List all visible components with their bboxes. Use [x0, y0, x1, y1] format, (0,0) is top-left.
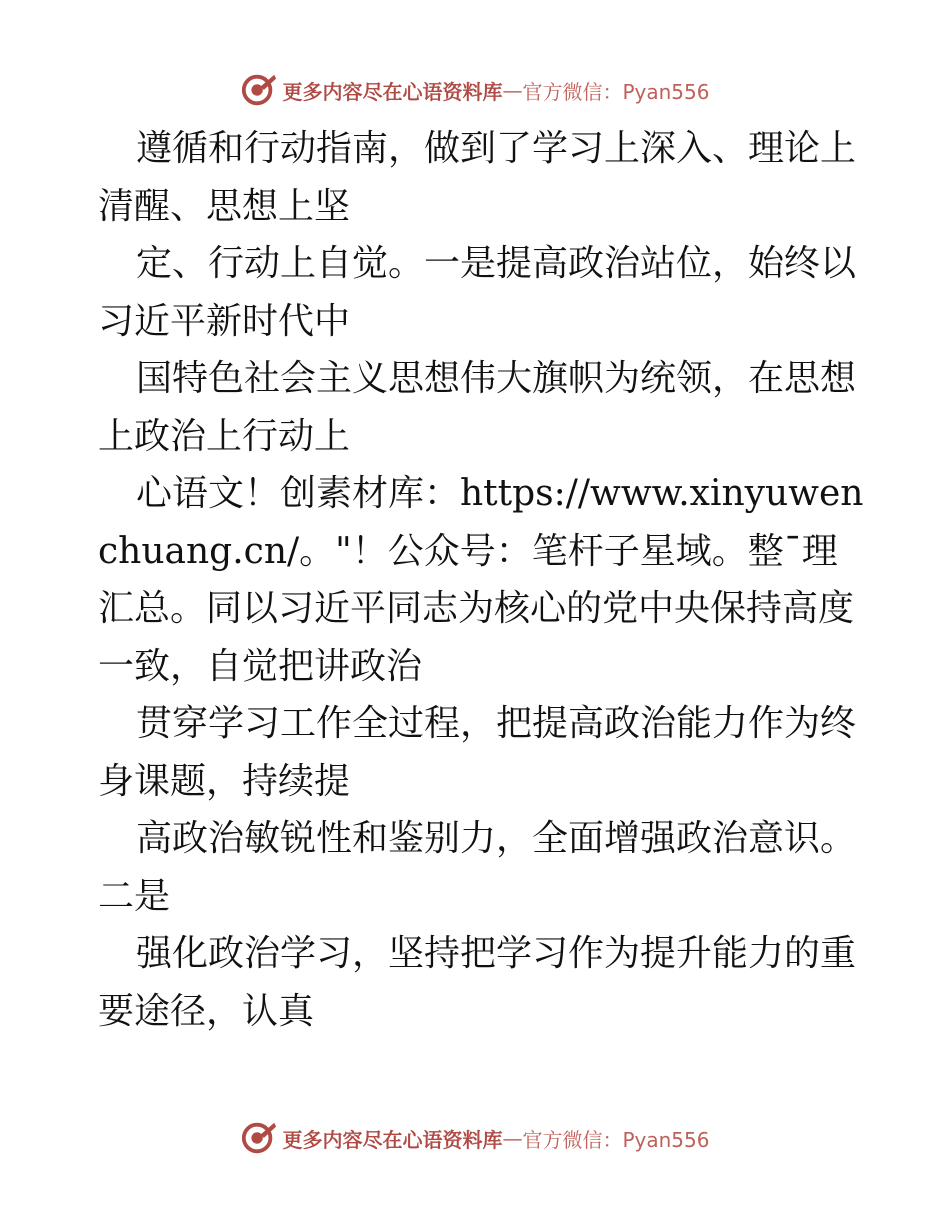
paragraph: 定、行动上自觉。一是提高政治站位，始终以习近平新时代中: [98, 243, 857, 342]
paragraph: 国特色社会主义思想伟大旗帜为统领，在思想上政治上行动上: [98, 358, 857, 457]
paragraph: 贯穿学习工作全过程，把提高政治能力作为终身课题，持续提: [98, 703, 857, 802]
banner-separator: —: [502, 1126, 523, 1150]
header-banner: [0, 70, 950, 110]
pen-logo-icon: [240, 71, 278, 109]
banner-title: 更多内容尽在心语资料库: [282, 1127, 503, 1152]
paragraph: 高政治敏锐性和鉴别力，全面增强政治意识。二是: [98, 818, 857, 917]
footer-banner: [0, 1118, 950, 1158]
banner-separator: —: [502, 78, 523, 102]
document-body: [98, 120, 868, 1040]
paragraph: 强化政治学习，坚持把学习作为提升能力的重要途径，认真: [98, 933, 857, 1032]
paragraph: 心语文！创素材库：https://www.xinyuwenchuang.cn/。"！公众号：笔杆子星域。整¯理汇总。同以习近平同志为核心的党中央保持高度一致，自觉把讲政治: [98, 473, 864, 687]
banner-contact: 官方微信：Pyan556: [522, 79, 710, 104]
pen-logo-icon: [240, 1119, 278, 1157]
banner-title: 更多内容尽在心语资料库: [282, 79, 503, 104]
paragraph: 遵循和行动指南，做到了学习上深入、理论上清醒、思想上坚: [98, 128, 857, 227]
banner-contact: 官方微信：Pyan556: [522, 1127, 710, 1152]
